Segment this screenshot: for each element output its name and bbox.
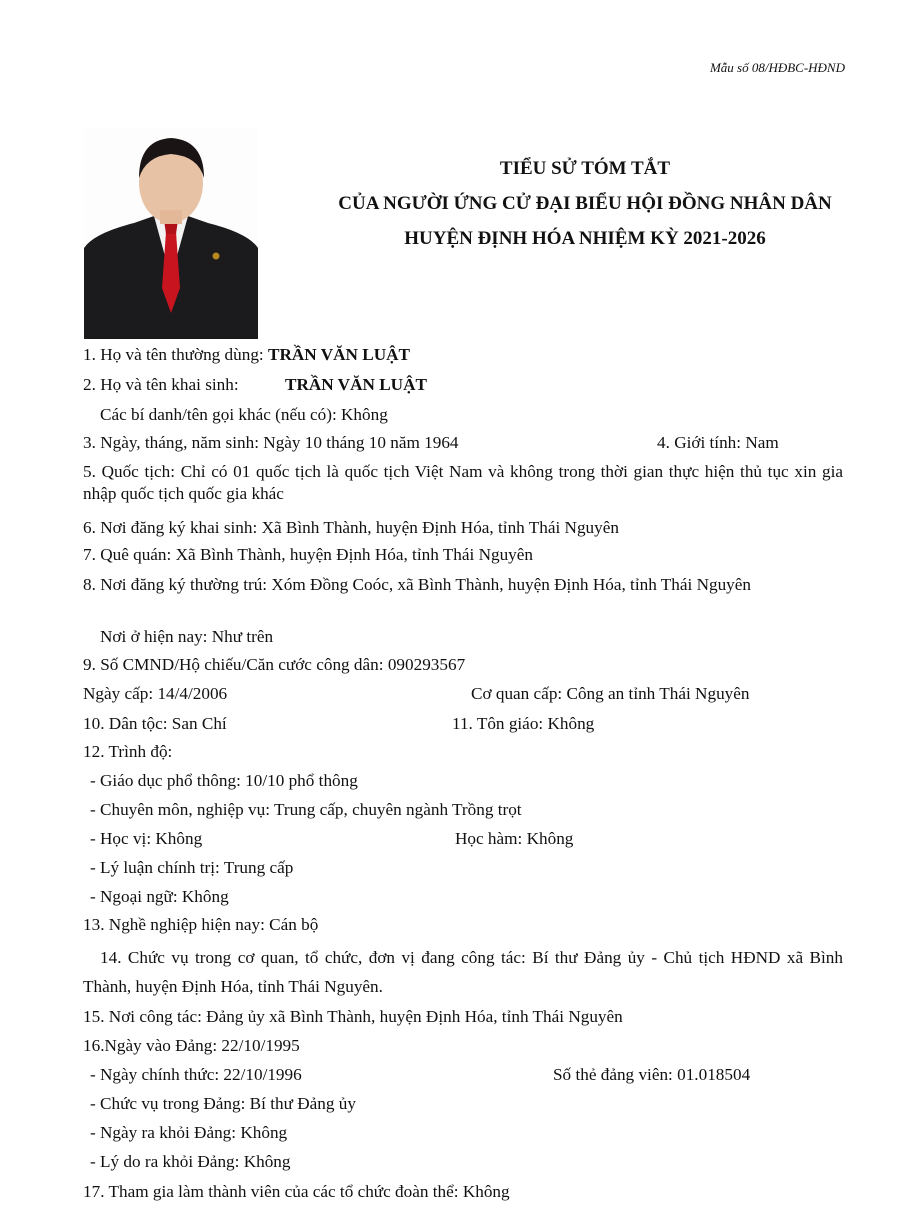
field-current-residence: Nơi ở hiện nay: Như trên [100,627,274,646]
field-official-date: - Ngày chính thức: 22/10/1996 [90,1065,302,1084]
field-position: 14. Chức vụ trong cơ quan, tổ chức, đơn vị đang công tác: Bí thư Đảng ủy - Chủ tịch HĐND xã Bình Thành, huyện Định Hóa, tỉnh Thái Nguyên. [83,948,843,996]
title-line-1: TIỂU SỬ TÓM TẮT [499,158,671,179]
field-degree: - Học vị: Không [90,829,203,848]
form-number: Mẫu số 08/HĐBC-HĐND [709,60,845,75]
title-line-2: CỦA NGƯỜI ỨNG CỬ ĐẠI BIỂU HỘI ĐỒNG NHÂN DÂN [338,193,832,214]
field-issue-agency: Cơ quan cấp: Công an tỉnh Thái Nguyên [471,684,750,703]
field-ethnicity: 10. Dân tộc: San Chí [83,714,227,733]
field-birth-name [83,374,427,396]
field-education-heading: 12. Trình độ: [83,742,173,761]
field-workplace: 15. Nơi công tác: Đảng ủy xã Bình Thành, huyện Định Hóa, tỉnh Thái Nguyên [83,1007,623,1026]
field-party-join-date: 16.Ngày vào Đảng: 22/10/1995 [83,1036,300,1055]
field-value: TRẦN VĂN LUẬT [285,375,427,394]
field-hometown: 7. Quê quán: Xã Bình Thành, huyện Định Hóa, tỉnh Thái Nguyên [83,545,533,564]
field-gender: 4. Giới tính: Nam [657,433,779,452]
field-permanent-residence: 8. Nơi đăng ký thường trú: Xóm Đồng Coóc, xã Bình Thành, huyện Định Hóa, tỉnh Thái Nguyên [83,575,751,594]
field-id-number: 9. Số CMND/Hộ chiếu/Căn cước công dân: 090293567 [83,655,466,674]
field-issue-date: Ngày cấp: 14/4/2006 [83,684,228,703]
field-party-card: Số thẻ đảng viên: 01.018504 [553,1065,751,1084]
field-birth-date: 3. Ngày, tháng, năm sinh: Ngày 10 tháng 10 năm 1964 [83,433,459,452]
field-specialty: - Chuyên môn, nghiệp vụ: Trung cấp, chuyên ngành Trồng trọt [90,800,522,819]
field-foreign-language: - Ngoại ngữ: Không [90,887,229,906]
title-line-3: HUYỆN ĐỊNH HÓA NHIỆM KỲ 2021-2026 [404,228,766,249]
field-party-leave-date: - Ngày ra khỏi Đảng: Không [90,1123,288,1142]
field-religion: 11. Tôn giáo: Không [452,714,595,733]
field-alias: Các bí danh/tên gọi khác (nếu có): Không [100,405,388,424]
field-party-leave-reason: - Lý do ra khỏi Đảng: Không [90,1152,291,1171]
field-academic-title: Học hàm: Không [455,829,574,848]
field-common-name [83,344,410,366]
field-label: 2. Họ và tên khai sinh: [83,375,239,394]
field-party-position: - Chức vụ trong Đảng: Bí thư Đảng ủy [90,1094,356,1113]
field-political-theory: - Lý luận chính trị: Trung cấp [90,858,294,877]
field-value: TRẦN VĂN LUẬT [268,345,410,364]
field-birth-registration: 6. Nơi đăng ký khai sinh: Xã Bình Thành, huyện Định Hóa, tỉnh Thái Nguyên [83,518,619,537]
field-organizations: 17. Tham gia làm thành viên của các tổ chức đoàn thể: Không [83,1182,510,1201]
field-occupation: 13. Nghề nghiệp hiện nay: Cán bộ [83,915,319,934]
field-nationality: 5. Quốc tịch: Chỉ có 01 quốc tịch là quốc tịch Việt Nam và không trong thời gian thực hiện thủ tục xin gia nhập quốc tịch quốc gia khác [83,462,843,503]
field-general-education: - Giáo dục phổ thông: 10/10 phổ thông [90,771,358,790]
field-label: 1. Họ và tên thường dùng: [83,345,269,364]
candidate-photo [84,128,258,339]
